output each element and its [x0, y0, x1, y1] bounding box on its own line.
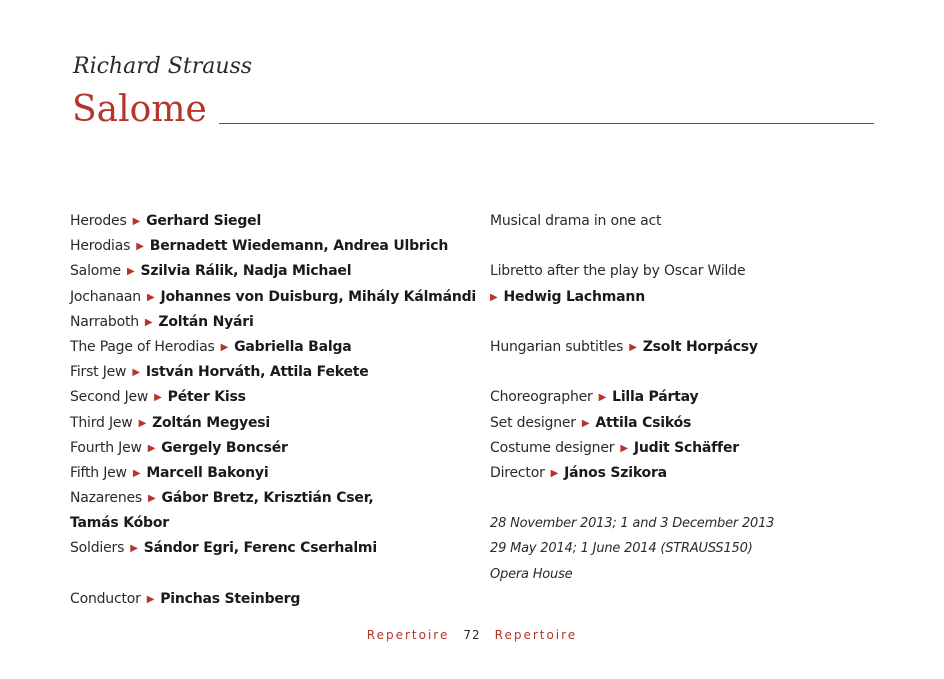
libretto-label: Libretto after the play by Oscar Wilde — [490, 263, 746, 280]
credit-value: Judit Schäffer — [633, 439, 739, 456]
triangle-right-icon: ▶ — [132, 216, 141, 227]
cast-value: István Horváth, Attila Fekete — [145, 364, 369, 381]
spacer — [490, 486, 910, 511]
conductor-line — [70, 587, 470, 612]
triangle-right-icon: ▶ — [126, 266, 135, 278]
cast-line — [70, 486, 470, 511]
triangle-right-icon: ▶ — [146, 593, 155, 605]
cast-line — [70, 259, 470, 284]
libretto-value: Hedwig Lachmann — [503, 288, 645, 305]
page-title: Salome — [72, 89, 207, 130]
cast-role: Second Jew — [70, 389, 149, 406]
composer-name: Richard Strauss — [73, 54, 253, 79]
subtitles-line — [490, 335, 910, 360]
credit-value: Attila Csikós — [595, 414, 692, 431]
cast-value: Gabriella Balga — [234, 338, 352, 355]
cast-column — [70, 209, 477, 612]
spacer — [490, 234, 910, 259]
cast-line — [70, 385, 470, 410]
cast-value: Sándor Egri, Ferenc Cserhalmi — [143, 540, 377, 557]
conductor-role: Conductor — [70, 590, 141, 607]
triangle-right-icon: ▶ — [144, 316, 153, 328]
page-footer — [0, 628, 944, 642]
cast-role: Salome — [70, 263, 121, 280]
credit-role: Choreographer — [490, 389, 593, 406]
cast-role: Herodes — [70, 213, 127, 229]
triangle-right-icon: ▶ — [598, 392, 607, 404]
cast-line-continuation — [70, 511, 470, 536]
triangle-right-icon: ▶ — [490, 291, 498, 303]
cast-value: Bernadett Wiedemann, Andrea Ulbrich — [149, 238, 449, 255]
cast-value: Marcell Bakonyi — [146, 464, 269, 481]
cast-line — [70, 436, 470, 461]
cast-value: Szilvia Rálik, Nadja Michael — [140, 263, 352, 280]
spacer — [490, 310, 910, 335]
cast-role: Fifth Jew — [70, 464, 127, 481]
credit-value: Lilla Pártay — [612, 389, 699, 406]
triangle-right-icon: ▶ — [220, 341, 229, 353]
cast-role: First Jew — [70, 364, 127, 381]
cast-value: Zoltán Nyári — [158, 313, 254, 330]
cast-role: Third Jew — [70, 414, 133, 431]
triangle-right-icon: ▶ — [132, 467, 141, 479]
cast-line — [70, 310, 470, 335]
cast-line — [70, 234, 470, 259]
conductor-value: Pinchas Steinberg — [160, 590, 301, 607]
triangle-right-icon: ▶ — [147, 442, 156, 454]
libretto-line — [490, 285, 910, 310]
cast-role: The Page of Herodias — [70, 338, 215, 355]
triangle-right-icon: ▶ — [629, 341, 637, 353]
cast-line — [70, 285, 477, 310]
credit-line — [490, 411, 910, 436]
credit-role: Director — [490, 464, 545, 481]
subtitles-value: Zsolt Horpácsy — [642, 338, 758, 355]
spacer — [70, 562, 470, 587]
venue: Opera House — [490, 566, 573, 582]
triangle-right-icon: ▶ — [620, 442, 628, 454]
page-number: 72 — [463, 628, 481, 642]
credit-line — [490, 436, 910, 461]
cast-role: Narraboth — [70, 313, 139, 330]
title-row — [72, 89, 874, 130]
triangle-right-icon: ▶ — [132, 367, 140, 379]
cast-value: Gábor Bretz, Krisztián Cser, — [161, 490, 374, 507]
cast-value: Zoltán Megyesi — [152, 414, 271, 431]
info-column — [490, 209, 910, 587]
cast-value: Tamás Kóbor — [70, 515, 169, 532]
footer-section-right: Repertoire — [494, 628, 578, 642]
triangle-right-icon: ▶ — [550, 467, 559, 479]
cast-role: Jochanaan — [70, 288, 141, 305]
triangle-right-icon: ▶ — [136, 241, 144, 253]
credit-role: Costume designer — [490, 439, 615, 456]
cast-value: Gergely Boncsér — [161, 439, 288, 456]
cast-role: Herodias — [70, 238, 131, 255]
cast-line — [70, 536, 470, 561]
cast-line — [70, 209, 470, 234]
cast-value: Péter Kiss — [167, 389, 246, 406]
cast-value: Gerhard Siegel — [146, 213, 262, 229]
subtitles-label: Hungarian subtitles — [490, 338, 624, 355]
spacer — [490, 360, 910, 385]
credit-line — [490, 385, 910, 410]
performance-dates-2013: 28 November 2013; 1 and 3 December 2013 — [490, 516, 775, 532]
triangle-right-icon: ▶ — [581, 417, 590, 429]
cast-line — [70, 335, 470, 360]
credit-role: Set designer — [490, 414, 576, 431]
genre: Musical drama in one act — [490, 213, 662, 229]
cast-line — [70, 461, 470, 486]
triangle-right-icon: ▶ — [148, 493, 156, 505]
triangle-right-icon: ▶ — [138, 417, 147, 429]
title-rule — [219, 123, 874, 124]
cast-line — [70, 411, 470, 436]
cast-value: Johannes von Duisburg, Mihály Kálmándi — [160, 288, 477, 305]
triangle-right-icon: ▶ — [154, 392, 162, 404]
cast-role: Fourth Jew — [70, 439, 142, 456]
credit-line — [490, 461, 910, 486]
footer-section-left: Repertoire — [366, 628, 450, 642]
cast-role: Soldiers — [70, 540, 125, 557]
cast-role: Nazarenes — [70, 490, 143, 507]
triangle-right-icon: ▶ — [130, 543, 138, 555]
performance-dates-2014: 29 May 2014; 1 June 2014 (STRAUSS150) — [490, 541, 753, 557]
credit-value: János Szikora — [564, 464, 667, 481]
triangle-right-icon: ▶ — [146, 291, 155, 303]
cast-line — [70, 360, 470, 385]
